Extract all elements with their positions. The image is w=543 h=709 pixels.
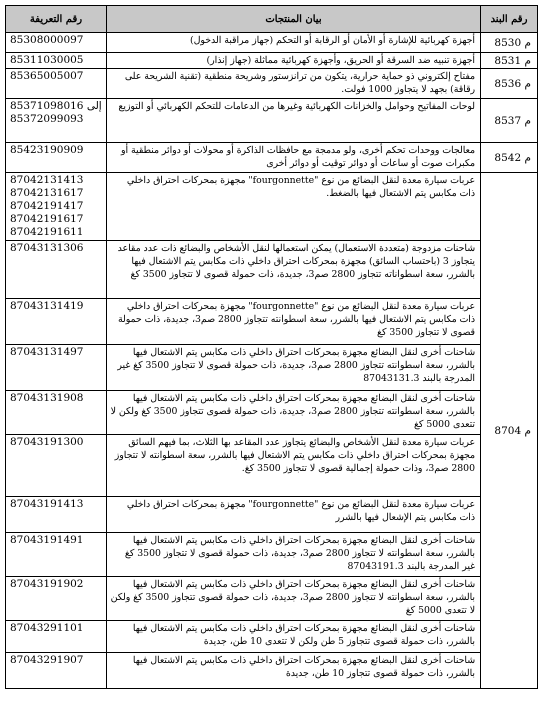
table-row	[6, 577, 538, 621]
tariff-code: 87043291101	[10, 622, 84, 634]
table-row	[6, 69, 538, 99]
tariff-code: 87042131617	[10, 187, 84, 199]
table-row	[6, 391, 538, 435]
tariff-code: 87043131908	[10, 392, 84, 404]
table-row	[6, 621, 538, 653]
product-description: معالجات ووحدات تحكم أخرى، ولو مدمجة مع حافظات الذاكرة أو محولات أو دوائر منطقية أو مكبرات صوت أو ساعات أو دوائر توقيت أو دوائر أخرى	[107, 143, 481, 173]
header-item-number: رقم البند	[481, 6, 538, 33]
table-row	[6, 99, 538, 143]
tariff-code: 85365005007	[10, 70, 84, 82]
tariff-code-cell	[6, 621, 107, 653]
tariff-code-cell	[6, 99, 107, 143]
product-description: شاحنات أخرى لنقل البضائع مجهزة بمحركات احتراق داخلي ذات مكابس يتم الاشتعال فيها بالشرر، سعة اسطوانته تتجاوز 2800 صم3، جديدة، ذات حمولة قصوى تتجاوز 3500 كغ ولكن لا تتعدى 5000 كغ	[107, 391, 481, 435]
item-number: م 8530	[481, 33, 538, 53]
tariff-code: 87043191491	[10, 534, 84, 546]
tariff-code-cell	[6, 69, 107, 99]
table-row	[6, 345, 538, 391]
item-number: م 8537	[481, 99, 538, 143]
product-description: شاحنات أخرى لنقل البضائع مجهزة بمحركات احتراق داخلي ذات مكابس يتم الاشتعال فيها بالشرر، سعة اسطوانته لا تتجاوز 2800 صم3، جديدة، ذات حمولة قصوى تتجاوز 3500 كغ ولكن لا تتعدى 5000 كغ	[107, 577, 481, 621]
table-row	[6, 299, 538, 345]
tariff-code: 85423190909	[10, 144, 84, 156]
item-number: م 8542	[481, 143, 538, 173]
table-row	[6, 33, 538, 53]
product-description: شاحنات مزدوجة (متعددة الاستعمال) يمكن استعمالها لنقل الأشخاص والبضائع ذات عدد مقاعد يتجاوز 3 (باحتساب السائق) مجهزة بمحركات احتراق داخلي ذات مكابس يتم الاشتعال فيها بالشرر، سعة اسطواناته تتجاوز 2800 صم3، جديدة، ذات حمولة قصوى لا تتجاوز 3500 كغ	[107, 241, 481, 299]
tariff-code-cell	[6, 143, 107, 173]
table-row	[6, 435, 538, 497]
table-row	[6, 497, 538, 533]
tariff-code: 85371098016 إلى	[10, 100, 102, 112]
table-body	[6, 33, 538, 689]
tariff-code-cell	[6, 33, 107, 53]
table-row	[6, 241, 538, 299]
product-description: مفتاح إلكتروني ذو حماية حرارية، يتكون من ترانزستور وشريحة منطقية (تقنية الشريحة على رقاقة) بجهد لا يتجاوز 1000 فولت.	[107, 69, 481, 99]
tariff-code: 87043131419	[10, 300, 84, 312]
table-header-row	[6, 6, 538, 33]
header-product-description: بيان المنتجات	[107, 6, 481, 33]
product-description: عربات سيارة معدة لنقل الأشخاص والبضائع يتجاوز عدد المقاعد بها الثلاث، بما فيهم السائق مجهزة بمحركات احتراق داخلي ذات مكابس يتم الاشتعال فيها بالشرر، سعة اسطوانته لا تتجاوز 2800 صم3، وذات حمولة إجمالية قصوى لا تتجاوز 3500 كغ.	[107, 435, 481, 497]
product-description: أجهزة كهربائية للإشارة أو الأمان أو الرقابة أو التحكم (جهاز مراقبة الدخول)	[107, 33, 481, 53]
product-description: شاحنات أخرى لنقل البضائع مجهزة بمحركات احتراق داخلي ذات مكابس يتم الاشتعال فيها بالشرر، ذات حمولة قصوى تتجاوز 5 طن ولكن لا تتعدى 10 طن، جديدة	[107, 621, 481, 653]
tariff-code: 87043131497	[10, 346, 84, 358]
tariff-code: 87043291907	[10, 654, 84, 666]
product-description: عربات سيارة معدة لنقل البضائع من نوع "fourgonnette" مجهزة بمحركات احتراق داخلي ذات مكابس يتم الإشعال فيها بالشرر	[107, 497, 481, 533]
tariff-code: 85311030005	[10, 54, 84, 66]
tariff-code-cell	[6, 391, 107, 435]
product-description: أجهزة تنبيه ضد السرقة أو الحريق، وأجهزة كهربائية مماثلة (جهاز إنذار)	[107, 53, 481, 69]
tariff-code-cell	[6, 241, 107, 299]
item-number: م 8531	[481, 53, 538, 69]
product-description: لوحات المفاتيح وحوامل والخزانات الكهربائية وغيرها من الدعامات للتحكم الكهربائي أو التوزيع	[107, 99, 481, 143]
table-row	[6, 53, 538, 69]
tariff-code: 87042131413	[10, 174, 84, 186]
tariff-code: 85372099093	[10, 113, 84, 125]
tariff-code: 87043131306	[10, 242, 84, 254]
tariff-table	[5, 5, 538, 689]
tariff-code-cell	[6, 53, 107, 69]
tariff-code-cell	[6, 345, 107, 391]
tariff-code: 87042191417	[10, 200, 84, 212]
tariff-code: 87042191611	[10, 226, 84, 238]
product-description: عربات سيارة معدة لنقل البضائع من نوع "fourgonnette" مجهزة بمحركات احتراق داخلي ذات مكابس يتم الاشتعال فيها بالضغط.	[107, 173, 481, 241]
table-row	[6, 533, 538, 577]
product-description: شاحنات أخرى لنقل البضائع مجهزة بمحركات احتراق داخلي ذات مكابس يتم الاشتعال فيها بالشرر، ذات حمولة قصوى تتجاوز 10 طن، جديدة	[107, 653, 481, 689]
tariff-code-cell	[6, 653, 107, 689]
tariff-code-cell	[6, 533, 107, 577]
table-row	[6, 143, 538, 173]
tariff-code-cell	[6, 497, 107, 533]
tariff-code-cell	[6, 435, 107, 497]
tariff-code-cell	[6, 577, 107, 621]
header-tariff-code: رقم التعريفة	[6, 6, 107, 33]
item-number: م 8536	[481, 69, 538, 99]
product-description: عربات سيارة معدة لنقل البضائع من نوع "fourgonnette" مجهزة بمحركات احتراق داخلي ذات مكابس يتم الاشتعال فيها بالشرر، سعة اسطوانته تتجاوز 2800 صم3، جديدة، ذات حمولة قصوى لا تتجاوز 3500 كغ	[107, 299, 481, 345]
item-number: م 8704	[481, 173, 538, 689]
product-description: شاحنات أخرى لنقل البضائع مجهزة بمحركات احتراق داخلي ذات مكابس يتم الاشتعال فيها بالشرر، سعة اسطوانته تتجاوز 2800 صم3، جديدة، ذات حمولة قصوى لا تتجاوز 3500 كغ غير المدرجة بالبند 87043131.3	[107, 345, 481, 391]
product-description: شاحنات أخرى لنقل البضائع مجهزة بمحركات احتراق داخلي ذات مكابس يتم الاشتعال فيها بالشرر، سعة اسطوانته لا تتجاوز 2800 صم3، جديدة، ذات حمولة قصوى لا تتجاوز 3500 كغ غير المدرجة بالبند 87043191.3	[107, 533, 481, 577]
tariff-code-cell	[6, 173, 107, 241]
tariff-code: 87043191300	[10, 436, 84, 448]
tariff-code: 85308000097	[10, 34, 84, 46]
tariff-code-cell	[6, 299, 107, 345]
tariff-code: 87043191902	[10, 578, 84, 590]
tariff-code: 87042191617	[10, 213, 84, 225]
table-row	[6, 173, 538, 241]
tariff-code: 87043191413	[10, 498, 84, 510]
table-row	[6, 653, 538, 689]
